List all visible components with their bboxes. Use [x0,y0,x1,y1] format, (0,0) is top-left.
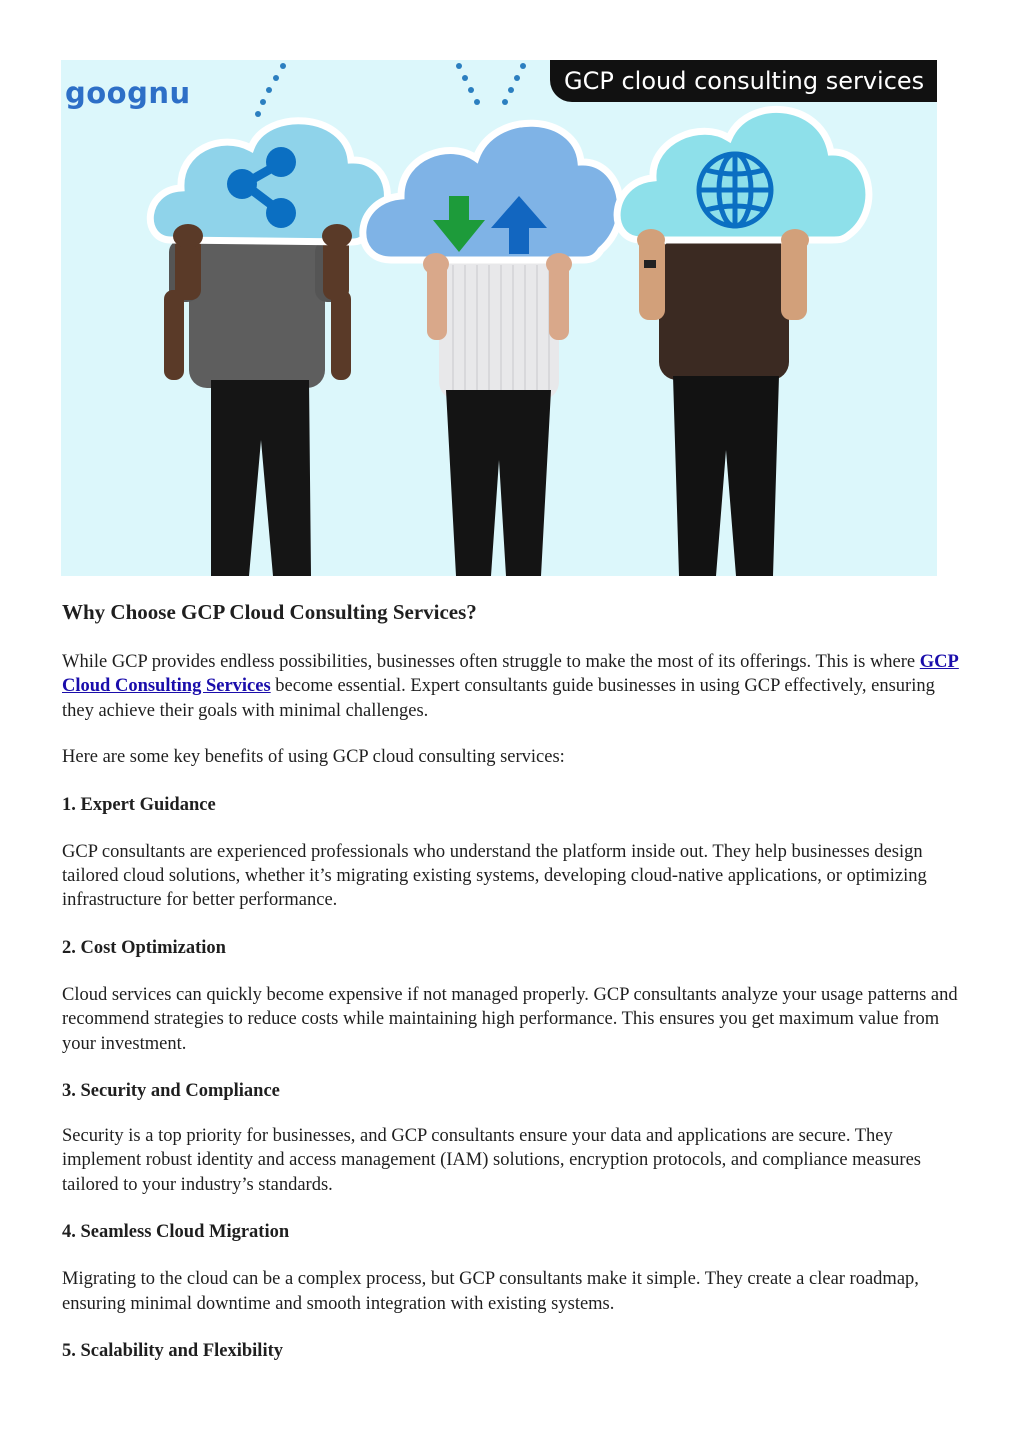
section-title: 3. Security and Compliance [62,1081,280,1102]
intro-paragraph [62,650,962,723]
gcp-consulting-link[interactable]: GCP Cloud Consulting Services [62,652,959,697]
section-body: GCP consultants are experienced professionals who understand the platform inside out. They help businesses design tailored cloud solutions, whether it’s migrating existing systems, developing cloud-native applications, or optimizing infrastructure for better performance. [62,841,927,911]
section-title: 4. Seamless Cloud Migration [62,1222,290,1243]
person-left [164,220,351,576]
intro-text-after: become essential. Expert consultants guide businesses in using GCP effectively, ensuring they achieve their goals with minimal challenges. [62,676,935,721]
intro-text-before: While GCP provides endless possibilities, businesses often struggle to make the most of its offerings. This is where [62,652,920,672]
cloud-middle [363,123,621,260]
section-body: Cloud services can quickly become expensive if not managed properly. GCP consultants analyze your usage patterns and recommend strategies to reduce costs while maintaining high performance. This ensures you get maximum value from your investment. [62,984,958,1054]
person-middle [427,250,569,576]
article [62,596,962,1364]
globe-icon [699,154,771,226]
section-title: 1. Expert Guidance [62,794,216,815]
section-title: 2. Cost Optimization [62,937,226,958]
hero-illustration [61,60,937,576]
brand-logo: goognu [65,76,191,110]
section-title: 5. Scalability and Flexibility [62,1341,283,1362]
banner-title: GCP cloud consulting services [550,60,937,102]
hero-image [61,60,937,576]
section-body: Security is a top priority for businesses, and GCP consultants ensure your data and applications are secure. They implement robust identity and access management (IAM) solutions, encryption protocols, and compliance measures tailored to your industry’s standards. [62,1126,921,1195]
section-body: Migrating to the cloud can be a complex process, but GCP consultants make it simple. They create a clear roadmap, ensuring minimal downtime and smooth integration with existing systems. [62,1269,919,1314]
benefits-lead: Here are some key benefits of using GCP cloud consulting services: [62,747,565,768]
cloud-left [150,121,387,242]
article-heading: Why Choose GCP Cloud Consulting Services? [62,600,477,624]
person-right [639,230,807,576]
